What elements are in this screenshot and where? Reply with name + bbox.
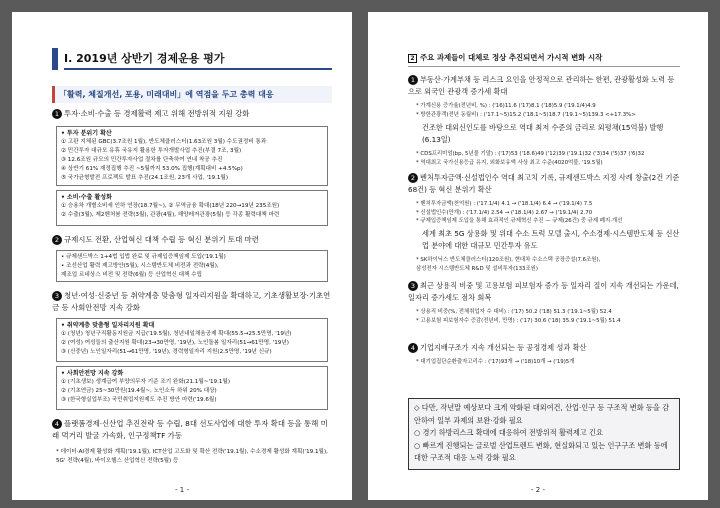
p2-section-3 — [408, 280, 680, 304]
document-page-1 — [12, 12, 352, 500]
detail-line: * 방한관광객(전년 동월비) : ('17.1~5)15.2 ('18.1~5)18.7 ('19.1~5)139.3 <+17.3%> — [416, 111, 636, 118]
detail-line: * 벤처투자금액(천억원) : ('17.1/4) 4.1 → ('18.1/4) 6.4 → ('19.1/4) 7.5 — [416, 201, 593, 207]
section-text: 건조한 대외신인도를 바탕으로 역대 최저 수준의 금리로 외평채(15억불) 발행(6.13일) — [422, 123, 664, 144]
section-text: 세계 최초 5G 상용화 및 위대 수소 트럭 모델 출시, 수소경제·시스템반도체 등 신산업 분야에 대한 대규모 민간투자 유도 — [422, 229, 680, 250]
box-title: • 소비·수출 활성화 — [61, 194, 112, 201]
box-line: ② (기초연금) 25~30만원(19.4월~, 노인소득 하위 20% 대상) — [61, 388, 217, 394]
box-line: ① (청년) 청년구직활동지원금 지급('19.5월), 청년내일채움공제 확대(55.5→25.5만명, '19년) — [61, 331, 292, 337]
section-2-text: 규제시도 전환, 산업혁신 대책 수립 등 혁신 분위기 토대 마련 — [64, 235, 259, 244]
p2-section-2b-details — [416, 256, 680, 273]
p2-section-1-details — [416, 102, 680, 119]
box-line: • 조선산업 활력 제고방안(5월), 시스템반도체 비전과 전략(4월), — [61, 263, 219, 269]
box-line: ② 민간투자 대규모 유휴 국유지 활용한 투자개발사업 추진(부결 7조, 3월) — [61, 148, 242, 154]
detail-line: 삼성전자 시스템반도체 R&D 및 설비투자(133조원) — [416, 265, 538, 272]
detail-line: * 역대최고 국가신용등급 유지, 외화보유액 사상 최고 수준(4020억불, '19.5월) — [416, 159, 603, 166]
detail-line: * SK하이닉스 반도체클러스터(120조원), 현대차 수소스택 공장증설(7.6조원), — [416, 257, 601, 263]
p2-section-2-details — [416, 200, 680, 226]
number-badge: 2 — [408, 173, 418, 183]
section-1-heading — [52, 108, 332, 120]
header-number-box: 2 — [408, 54, 417, 63]
outlook-line: ○ 빠르게 진행되는 글로벌 산업트렌드 변화, 현실화되고 있는 인구구조 변화 등에 대한 구조적 대응 노력 강화 필요 — [414, 440, 668, 462]
box-line: ① 승용차 개별소비세 인하 연장(18.7월~), ② 무역금융 확대(18년 220→19년 235조원) — [61, 203, 280, 209]
box-title: • 투자 분위기 확산 — [61, 130, 112, 137]
page-number: - 1 - — [175, 486, 189, 494]
number-badge: 4 — [408, 343, 418, 353]
detail-line: * 상용직 비중(%, 전체취업자 수 대비) : ('17) 50.2 ('18) 51.3 ('19.1~5월) 52.4 — [416, 309, 612, 315]
regulation-box — [56, 250, 328, 282]
box-line: ③ (신중년) 노인일자리(51→61만명, '19년), 경력형일자리 지원(2.5만명, '19년 신규) — [61, 349, 272, 355]
outlook-line: ○ 경기 하방리스크 확대에 대응하여 전방위적 활력제고 긴요 — [414, 428, 603, 437]
box-title: • 사회안전망 지속 강화 — [61, 370, 124, 377]
box-line: ④ 상반기 61% 재정집행 추진 ~5월까지 53.0% 집행(계획대비 +4.5%p) — [61, 166, 243, 172]
title-text: Ⅰ. 2019년 상반기 경제운용 평가 — [64, 48, 332, 70]
jobs-box — [56, 318, 328, 362]
document-page-2 — [368, 12, 708, 500]
p2-section-2 — [408, 172, 680, 196]
consumption-box — [56, 190, 328, 226]
p2-section-1b-details — [416, 150, 680, 167]
section-text: 벤처투자금액·신설법인수 역대 최고치 기록, 규제샌드박스 지정 사례 창출(2건 기준 68건) 등 혁신 분위기 확산 — [408, 173, 680, 194]
detail-line: * CDS프리미엄(bp, 5년물 기말) : ('17)53 ('18.6)49 ('12)39 ('19.1)32 ('3)34 ('5)37 ('6)32 — [416, 151, 645, 157]
box-line: ② 수출(3월), 제2벤처붐 전략(3월), 관광(4월), 해양레저관광(5월) 등 각종 활력대책 마련 — [61, 212, 280, 218]
header-text: 주요 과제들이 대체로 정상 추진되면서 가시적 변화 시작 — [420, 53, 603, 62]
p2-section-3-details — [416, 308, 680, 325]
box-line: ③ 12.6조원 규모의 민간투자사업 절차를 단축하여 연내 착공 추진 — [61, 157, 223, 163]
footnote: * 데이터·AI경제 활성화 계획('19.1월), ICT산업 고도화 및 확산 전략('19.1월), 수소경제 활성화 계획('19.1월), 5G' 전략(4월), 바이오헬스 산업혁신 전략(5월) 등 — [56, 449, 328, 464]
outlook-line: ◇ 다만, 작년말 예상보다 크게 약화된 대외여건, 산업·인구 등 구조적 변화 등을 감안하여 일부 과제의 보완·강화 필요 — [414, 403, 670, 425]
p2-section-1b — [408, 122, 680, 146]
section-3-heading — [52, 290, 332, 314]
page-number: - 2 - — [531, 486, 545, 494]
section-3-text: 청년·여성·신중년 등 취약계층 맞춤형 일자리지원을 확대하고, 기초생활보장·기초연금 등 사회안전망 지속 강화 — [52, 291, 331, 312]
p2-section-4-details — [416, 358, 680, 367]
number-badge: 3 — [52, 291, 62, 301]
number-badge: 4 — [52, 419, 62, 429]
box-line: • 규제샌드박스 1+4법 입법 완료 및 규제입증책임제 도입('19.1월) — [61, 254, 226, 260]
section-text: 부동산·가계부채 등 리스크 요인을 안정적으로 관리하는 한편, 관광활성화 노력 등으로 외국인 관광객 증가세 확대 — [408, 75, 675, 96]
investment-box — [56, 126, 328, 186]
section-4-heading — [52, 418, 332, 442]
number-badge: 1 — [52, 109, 62, 119]
detail-line: * 고용보험 피보험자수 증감(전년비, 만명) : ('17) 30.6 ('18) 35.9 ('19.1~5월) 51.4 — [416, 317, 621, 324]
section-subtitle: 「활력, 체질개선, 포용, 미래대비」에 역점을 두고 총력 대응 — [52, 86, 332, 103]
box-line: ② (여성) 여성들의 출산지원 확대(23→30만명, '19년), 노인돌봄 일자리(51→61만명, '19년) — [61, 340, 289, 346]
detail-line: * 대기업집단순환출자고리수 : ('17)93개 → ('18)10개 → ('19)5개 — [416, 359, 575, 365]
section-text: 기업지배구조가 지속 개선되는 등 공정경제 성과 확산 — [420, 343, 587, 352]
p2-section-4 — [408, 342, 680, 354]
page-2-header — [408, 52, 680, 67]
box-line: ⑤ 국가균형발전 프로젝트 발표 추진(24.1조원, 23개 사업, '19.1월) — [61, 175, 229, 181]
number-badge: 1 — [408, 75, 418, 85]
section-1-text: 투자·소비·수출 등 경제활력 제고 위해 전방위적 지원 강화 — [64, 109, 250, 118]
section-2-heading — [52, 234, 332, 246]
box-line: 제조업 르네상스 비전 및 전략(6월) 등 산업혁신 대책 수립 — [61, 272, 203, 278]
section-text: 최근 상용직 비중 및 고용보험 피보험자 증가 등 일자리 질이 지속 개선되는 가운데, 일자리 증가세도 점차 회복 — [408, 281, 679, 302]
outlook-box — [408, 398, 680, 470]
section-4-text: 플랫폼경제·신산업 추진전략 등 수립, 8대 선도사업에 대한 투자 확대 등을 통해 미래 먹거리 발굴 가속화, 인구정책TF 가동 — [52, 419, 328, 440]
number-badge: 3 — [408, 281, 418, 291]
detail-line: * 규제입증책임제 도입을 통해 효과적인 규제혁신 추진 — 규제(26건) 중 규제 폐지·개선 — [416, 218, 623, 224]
detail-line: * 신설법인수(만개) : ('17.1/4) 2.54 → ('18.1/4) 2.67 → ('19.1/4) 2.70 — [416, 209, 593, 216]
box-line: ① 고판 지체된 GBC(3.7조원 1월), 반도체클러스터(1.63조원 3월) 수도권정비 통과 — [61, 139, 267, 145]
p2-section-2b — [408, 228, 680, 252]
box-title: • 취약계층 맞춤형 일자리지원 확대 — [61, 322, 155, 329]
box-line: ① (기초생보) 생계급여 부양의무자 기준 조기 완화(21.1월~'19.1월) — [61, 379, 231, 385]
page-title — [52, 48, 332, 70]
p2-section-1 — [408, 74, 680, 98]
title-accent-bar — [52, 48, 58, 70]
number-badge: 2 — [52, 235, 62, 245]
safety-net-box — [56, 366, 328, 410]
detail-line: * 가계신용 증가율(전년비, %) : ('16)11.6 ('17)8.1 ('18)5.9 ('19.1/4)4.9 — [416, 103, 596, 109]
box-line: ③ (한국형실업부조) 국민취업지원제도 추진 방안 마련('19.6월) — [61, 397, 217, 403]
